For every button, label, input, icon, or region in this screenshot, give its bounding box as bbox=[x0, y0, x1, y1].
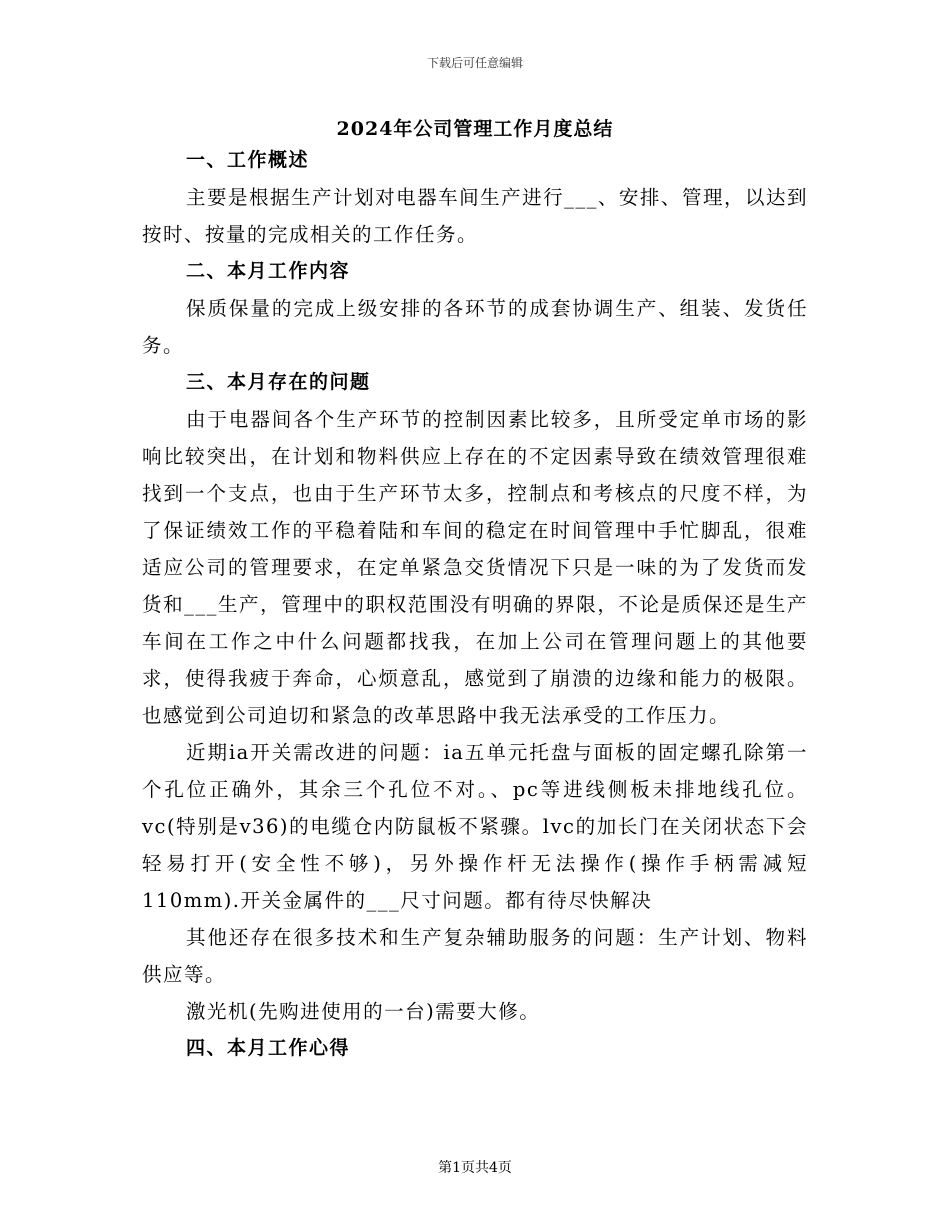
document-body bbox=[142, 142, 808, 1067]
paragraph: 近期ia开关需改进的问题：ia五单元托盘与面板的固定螺孔除第一个孔位正确外，其余三个孔位不对。、pc等进线侧板未排地线孔位。vc(特别是v36)的电缆仓内防鼠板不紧骤。lvc的加长门在关闭状态下会轻易打开(安全性不够)，另外操作杆无法操作(操作手柄需减短110mm).开关金属件的___尺寸问题。都有待尽快解决 bbox=[142, 741, 808, 912]
page-footer: 第1页共4页 bbox=[438, 1160, 512, 1176]
section-heading: 四、本月工作心得 bbox=[186, 1037, 351, 1059]
paragraph: 其他还存在很多技术和生产复杂辅助服务的问题：生产计划、物料供应等。 bbox=[142, 926, 808, 986]
section-work-content bbox=[142, 253, 808, 364]
section-heading: 一、工作概述 bbox=[186, 149, 310, 171]
section-overview bbox=[142, 142, 808, 253]
document-title: 2024年公司管理工作月度总结 bbox=[336, 118, 614, 140]
paragraph: 由于电器间各个生产环节的控制因素比较多，且所受定单市场的影响比较突出，在计划和物料供应上存在的不定因素导致在绩效管理很难找到一个支点，也由于生产环节太多，控制点和考核点的尺度不样，为了保证绩效工作的平稳着陆和车间的稳定在时间管理中手忙脚乱，很难适应公司的管理要求，在定单紧急交货情况下只是一味的为了发货而发货和___生产，管理中的职权范围没有明确的界限，不论是质保还是生产车间在工作之中什么问题都找我，在加上公司在管理问题上的其他要求，使得我疲于奔命，心烦意乱，感觉到了崩溃的边缘和能力的极限。也感觉到公司迫切和紧急的改革思路中我无法承受的工作压力。 bbox=[142, 408, 808, 727]
paragraph: 保质保量的完成上级安排的各环节的成套协调生产、组装、发货任务。 bbox=[142, 297, 808, 357]
section-problems bbox=[142, 364, 808, 1030]
section-heading: 二、本月工作内容 bbox=[186, 260, 351, 282]
section-heading: 三、本月存在的问题 bbox=[186, 371, 371, 393]
paragraph: 激光机(先购进使用的一台)需要大修。 bbox=[186, 1000, 541, 1023]
section-insights bbox=[142, 1030, 808, 1067]
paragraph: 主要是根据生产计划对电器车间生产进行___、安排、管理，以达到按时、按量的完成相关的工作任务。 bbox=[142, 186, 808, 246]
header-note: 下载后可任意编辑 bbox=[426, 56, 523, 70]
